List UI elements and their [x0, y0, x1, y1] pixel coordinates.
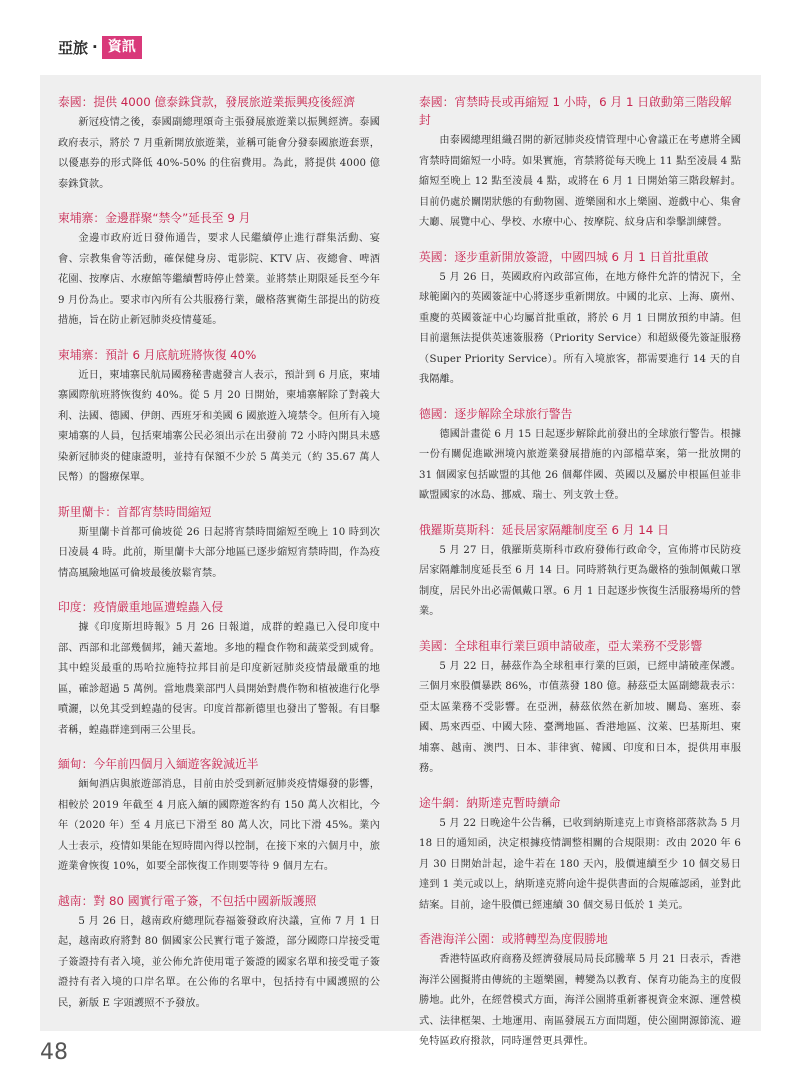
- news-article: [419, 93, 741, 234]
- article-title: 英國：逐步重新開放簽證，中國四城 6 月 1 日首批重啟: [419, 249, 709, 264]
- magazine-brand: 亞旅: [58, 38, 89, 57]
- news-article: [419, 794, 741, 917]
- article-title: 越南：對 80 國實行電子簽，不包括中國新版護照: [58, 893, 317, 908]
- right-column: [419, 93, 741, 1067]
- article-title: 德國：逐步解除全球旅行警告: [419, 406, 573, 421]
- news-article: [58, 503, 380, 585]
- page-number: 48: [40, 1040, 68, 1065]
- news-article: [419, 930, 741, 1053]
- news-article: [58, 209, 380, 332]
- news-article: [58, 346, 380, 489]
- article-body: 5 月 22 日，赫茲作為全球租車行業的巨頭，已經申請破產保護。三個月來股價暴跌 86%，市值蒸發 180 億。赫茲亞太區副總裁表示：亞太區業務不受影響。在亞洲，赫茲依然在新加坡、關島、塞班、泰國、馬來西亞、中國大陸、臺灣地區、香港地區、汶萊、巴基斯坦、柬埔寨、越南、澳門、日本、菲律賓、韓國、印度和日本，提供用車服務。: [419, 660, 741, 774]
- article-body: 緬甸酒店與旅遊部消息，目前由於受到新冠肺炎疫情爆發的影響，相較於 2019 年截至 4 月底入緬的國際遊客約有 150 萬人次相比，今年（2020 年）至 4 月底已下滑至 80 萬人次，同比下滑 45%。業內人士表示，疫情如果能在短時間內得以控制，在接下來的六個月中，旅遊業會恢復 10%，如要全部恢復工作則要等待 9 個月左右。: [58, 779, 380, 872]
- article-body: 德國計畫從 6 月 15 日起逐步解除此前發出的全球旅行警告。根據一份有關促進歐洲境內旅遊業發展措施的內部檔草案，第一批放開的 31 個國家包括歐盟的其他 26 個鄰伴國、英國以及屬於申根區但並非歐盟國家的冰島、挪威、瑞士、列支敦士登。: [419, 428, 741, 501]
- article-title: 柬埔寨：預計 6 月底航班將恢復 40%: [58, 347, 257, 362]
- news-article: [419, 521, 741, 623]
- section-badge: 資訊: [102, 36, 142, 59]
- news-article: [419, 248, 741, 391]
- news-article: [419, 637, 741, 780]
- article-title: 印度：疫情嚴重地區遭蝗蟲入侵: [58, 600, 224, 614]
- page-header: [58, 34, 142, 60]
- article-title: 俄羅斯莫斯科：延長居家隔離制度至 6 月 14 日: [419, 522, 669, 537]
- article-title: 緬甸：今年前四個月入緬遊客銳減近半: [58, 757, 259, 771]
- article-title: 美國：全球租車行業巨頭申請破產，亞太業務不受影響: [419, 638, 703, 653]
- article-body: 香港特區政府商務及經濟發展局局長邱騰華 5 月 21 日表示，香港海洋公園擬將由傳統的主題樂園，轉變為以教育、保育功能為主的度假勝地。此外，在經營模式方面，海洋公園將重新審視資金來源、運營模式、法律框架、土地運用、南區發展五方面問題，使公園開源節流、避免特區政府撥款，同時運營更具彈性。: [419, 954, 741, 1047]
- article-body: 斯里蘭卡首都可倫坡從 26 日起將宵禁時間縮短至晚上 10 時到次日凌晨 4 時。此前，斯里蘭卡大部分地區已逐步縮短宵禁時間，作為疫情高風險地區可倫坡最後放鬆宵禁。: [58, 526, 380, 579]
- article-body: 由泰國總理組織召開的新冠肺炎疫情管理中心會議正在考慮將全國宵禁時間縮短一小時。如果實施，宵禁將從每天晚上 11 點至凌晨 4 點縮短至晚上 12 點至淩晨 4 點，或將在 6 月 1 日開始第三階段解封。目前仍處於關閉狀態的有動物園、遊樂園和水上樂園、遊戲中心、集會大廳、展覽中心、學校、水療中心、按摩院、紋身店和拳擊訓練營。: [419, 135, 741, 228]
- article-body: 5 月 26 日，英國政府內政部宣佈，在地方條件允許的情況下，全球範圍內的英國簽証中心將逐步重新開放。中國的北京、上海、廣州、重慶的英國簽証中心均屬首批重啟，將於 6 月 1 日開放預約申請。但目前還無法提供英速簽服務（Priority Service）和超級優先簽証服務（Super Priority Service）。所有入境旅客，都需要進行 14 天的自我隔離。: [419, 271, 741, 385]
- article-body: 5 月 22 日晚途牛公告稱，已收到納斯達克上市資格部落款為 5 月 18 日的通知函，決定根據疫情調整相關的合規限期：改由 2020 年 6 月 30 日開始計起，途牛若在 180 天內，股價連續至少 10 個交易日達到 1 美元或以上，納斯達克將向途牛提供書面的合規確認函，並對此結案。目前，途牛股價已經連續 30 個交易日低於 1 美元。: [419, 817, 741, 911]
- article-title: 途牛網：納斯達克暫時續命: [419, 795, 561, 810]
- left-column: [58, 93, 380, 1028]
- article-body: 據《印度斯坦時報》5 月 26 日報道，成群的蝗蟲已入侵印度中部、西部和北部幾個邦，鋪天蓋地。多地的糧食作物和蔬菜受到威脅。其中蝗災最重的馬哈拉施特拉邦目前是印度新冠肺炎疫情最嚴重的地區，確診超過 5 萬例。當地農業部門人員開始對農作物和植被進行化學噴灑，以免其受到蝗蟲的侵害。印度首都新德里也發出了警報。有目擊者稱，蝗蟲群達到兩三公里長。: [58, 622, 380, 736]
- article-body: 新冠疫情之後，泰國副總理頌奇主張發展旅遊業以振興經濟。泰國政府表示，將於 7 月重新開放旅遊業，並稱可能會分發泰國旅遊套票，以優惠券的形式降低 40%-50% 的住宿費用。為此，將提供 4000 億泰銖貸款。: [58, 117, 380, 190]
- article-body: 5 月 27 日，俄羅斯莫斯科市政府發佈行政命令，宣佈將市民防疫居家隔離制度延長至 6 月 14 日。同時將執行更為嚴格的強制佩戴口罩制度，居民外出必需佩戴口罩。6 月 1 日起逐步恢復生活服務場所的營業。: [419, 544, 741, 617]
- article-body: 5 月 26 日，越南政府總理阮春福簽發政府決議，宣佈 7 月 1 日起，越南政府將對 80 個國家公民實行電子簽證，部分國際口岸接受電子簽證持有者入境，並公佈允許使用電子簽證的國家名單和接受電子簽證持有者入境的口岸名單。在公佈的名單中，包括持有中國護照的公民，新版 E 字頭護照不予發放。: [58, 915, 380, 1009]
- content-panel: [40, 75, 761, 1047]
- article-title: 柬埔寨：金邊群聚“禁令”延長至 9 月: [58, 211, 251, 225]
- news-article: [58, 93, 380, 195]
- header-separator: ·: [92, 38, 98, 56]
- news-article: [58, 755, 380, 878]
- news-article: [58, 892, 380, 1015]
- article-title: 泰國：宵禁時長或再縮短 1 小時，6 月 1 日啟動第三階段解封: [419, 95, 732, 127]
- article-body: 近日，柬埔寨民航局國務秘書處發言人表示，預計到 6 月底，柬埔寨國際航班將恢復約 40%。從 5 月 20 日開始，柬埔寨解除了對義大利、法國、德國、伊朗、西班牙和美國 6 國旅遊入境禁令。但所有入境柬埔寨的人員，包括柬埔寨公民必須出示在出發前 72 小時內開具未感染新冠肺炎的健康證明，並持有保額不少於 5 萬美元（約 35.67 萬人民幣）的醫療保單。: [58, 369, 380, 483]
- article-title: 泰國：提供 4000 億泰銖貸款，發展旅遊業振興疫後經濟: [58, 95, 356, 109]
- article-title: 香港海洋公園：或將轉型為度假勝地: [419, 932, 608, 946]
- news-article: [58, 598, 380, 741]
- article-body: 金邊市政府近日發佈通告，要求人民繼續停止進行群集活動、宴會、宗教集會等活動，確保健身房、電影院、KTV 店、夜總會、啤酒花園、按摩店、水療館等繼續暫時停止營業。並將禁止期限延長至今年 9 月份為止。要求市內所有公共服務行業，嚴格落實衛生部提出的防疫措施，旨在防止新冠肺炎疫情蔓延。: [58, 233, 380, 326]
- article-title: 斯里蘭卡：首都宵禁時間縮短: [58, 504, 212, 519]
- news-article: [419, 405, 741, 507]
